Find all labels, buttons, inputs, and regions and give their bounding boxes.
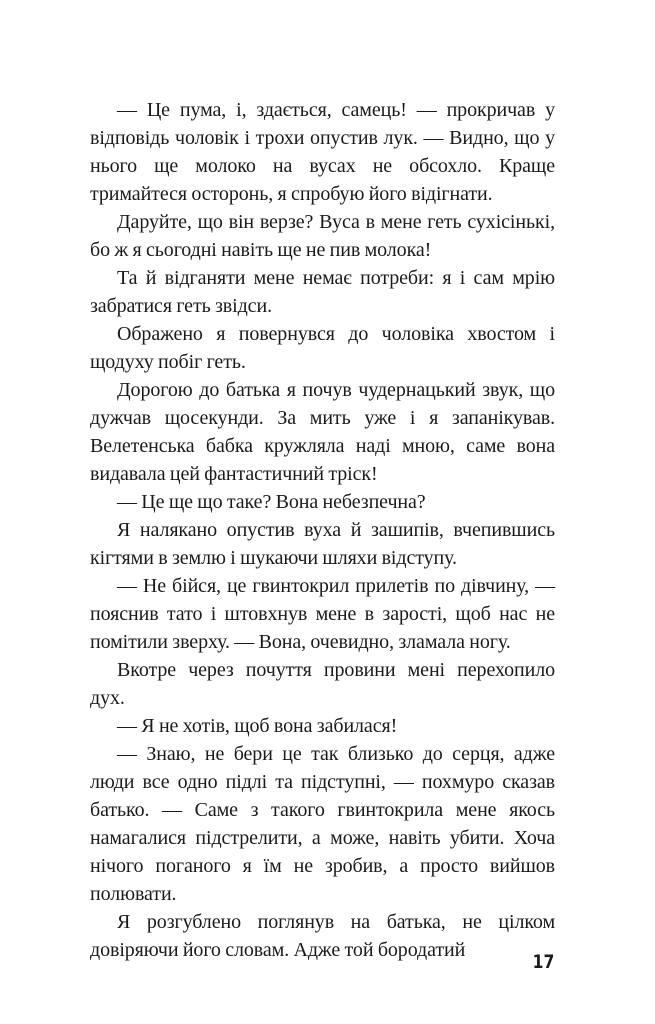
paragraph-5: Дорогою до батька я почув чудернацький звук, що дужчав щосекунди. За мить уже і я запанікував. Велетенська бабка кружляла наді мною, саме вона видавала цей фантастичний тріск!	[90, 379, 555, 485]
paragraph-8: — Не бійся, це гвинтокрил прилетів по дівчину, — пояснив тато і штовхнув мене в зарості, щоб нас не помітили зверху. — Вона, очевидно, зламала ногу.	[90, 575, 555, 653]
paragraph-6: — Це ще що таке? Вона небезпечна?	[117, 491, 426, 513]
paragraph-12: Я розгублено поглянув на батька, не цілком довіряючи його словам. Адже той бородатий	[90, 911, 555, 961]
paragraph-11: — Знаю, не бери це так близько до серця, адже люди все одно підлі та підступні, — похмуро сказав батько. — Саме з такого гвинтокрила мене якось намагалися підстрелити, а може, навіть убити. Хоча нічого поганого я їм не зробив, а просто вийшов полювати.	[90, 743, 555, 905]
paragraph-7: Я налякано опустив вуха й зашипів, вчепившись кігтями в землю і шукаючи шляхи відступу.	[90, 519, 555, 569]
body-text	[90, 96, 555, 964]
paragraph-10: — Я не хотів, щоб вона забилася!	[117, 715, 398, 737]
paragraph-3: Та й відганяти мене немає потреби: я і сам мрію забратися геть звідси.	[90, 267, 555, 317]
paragraph-2: Даруйте, що він верзе? Вуса в мене геть сухісінькі, бо ж я сьогодні навіть ще не пив молока!	[90, 211, 555, 261]
paragraph-9: Вкотре через почуття провини мені перехопило дух.	[90, 659, 555, 709]
page-number: 17	[532, 951, 555, 973]
paragraph-1: — Це пума, і, здається, самець! — прокричав у відповідь чоловік і трохи опустив лук. — Видно, що у нього ще молоко на вусах не обсохло. Краще тримайтеся осторонь, я спробую його відігнати.	[90, 99, 555, 205]
paragraph-4: Ображено я повернувся до чоловіка хвостом і щодуху побіг геть.	[90, 323, 555, 373]
